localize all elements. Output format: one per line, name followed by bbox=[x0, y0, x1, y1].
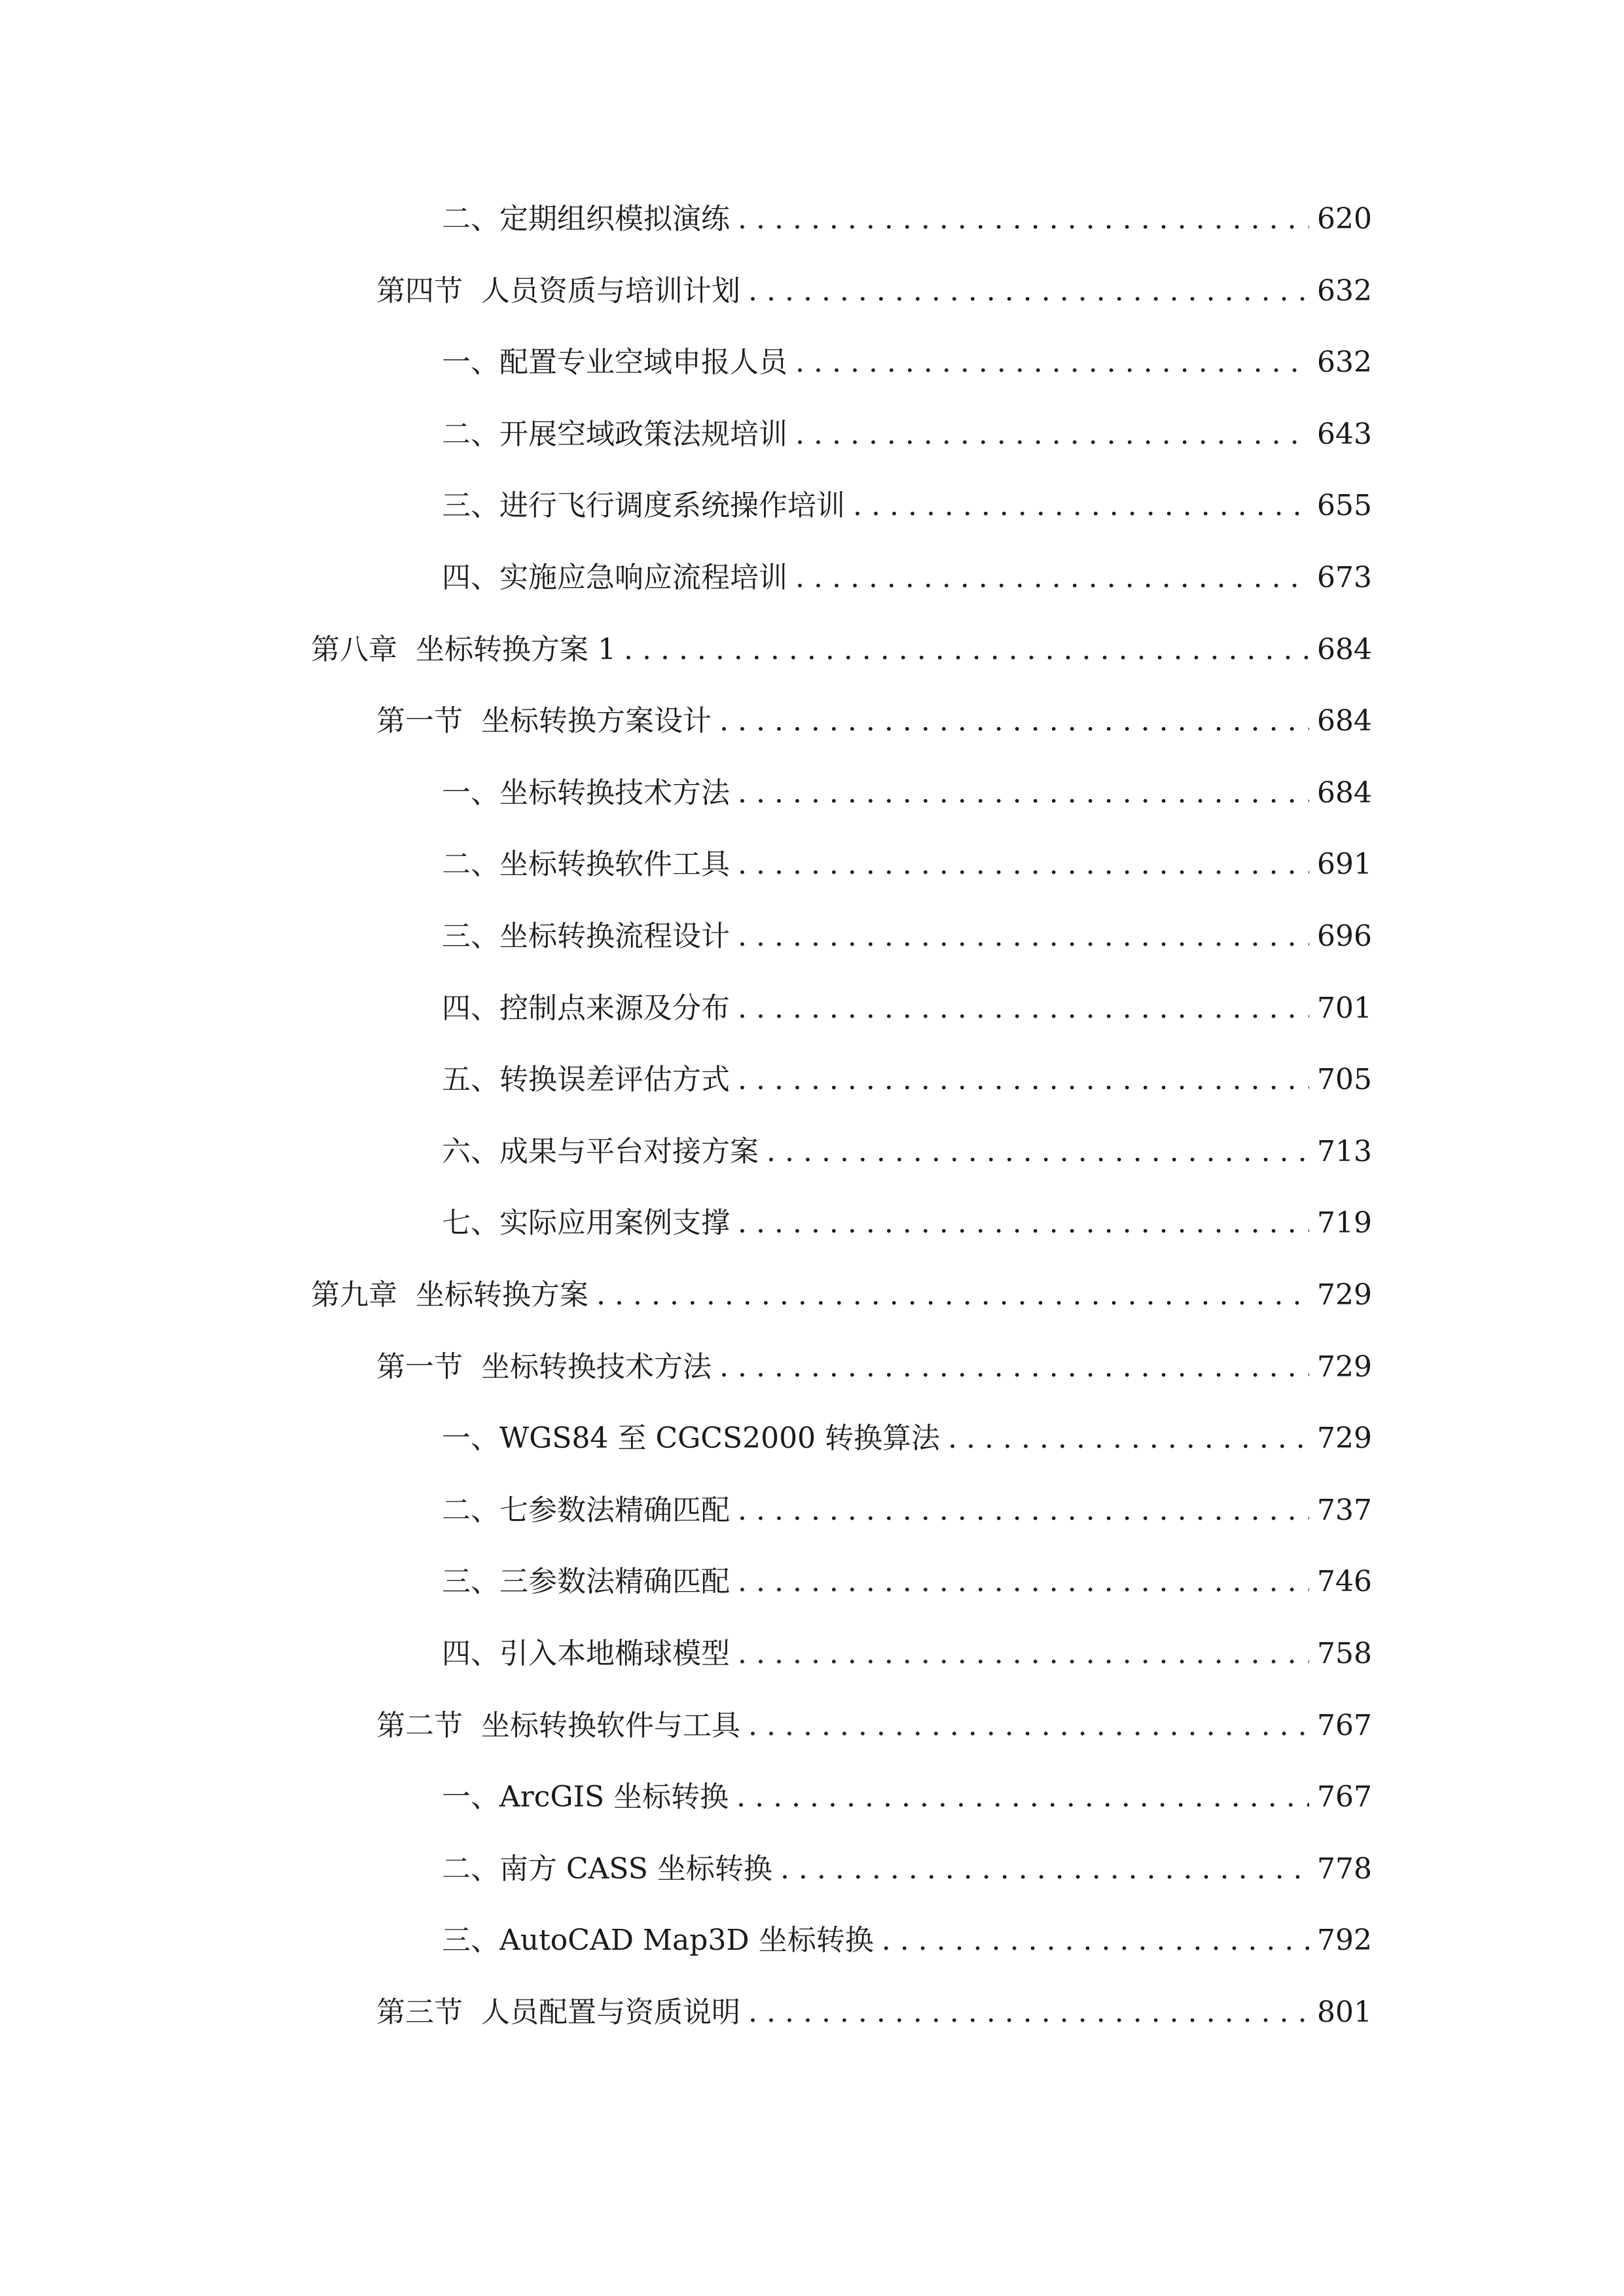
toc-entry-title: 坐标转换方案 bbox=[416, 1278, 588, 1312]
toc-entry-title: 实际应用案例支撑 bbox=[499, 1206, 730, 1240]
toc-entry-title: 坐标转换方案 1 bbox=[416, 633, 616, 666]
toc-dot-leader bbox=[738, 910, 1309, 963]
toc-entry-marker: 二、 bbox=[442, 1852, 499, 1886]
toc-entry-title: 定期组织模拟演练 bbox=[499, 202, 730, 236]
toc-entry[interactable] bbox=[442, 1412, 1372, 1465]
toc-entry-page-number: 696 bbox=[1317, 920, 1372, 953]
toc-dot-leader bbox=[780, 1843, 1309, 1895]
toc-entry-marker: 一、 bbox=[442, 1780, 499, 1814]
toc-entry-title: 成果与平台对接方案 bbox=[499, 1135, 759, 1168]
toc-dot-leader bbox=[719, 695, 1309, 747]
toc-dot-leader bbox=[738, 1054, 1309, 1106]
toc-entry-title: 南方 CASS 坐标转换 bbox=[499, 1852, 772, 1886]
toc-entry-page-number: 719 bbox=[1317, 1206, 1372, 1240]
toc-entry-title: 坐标转换软件工具 bbox=[499, 848, 730, 881]
toc-entry[interactable] bbox=[442, 1197, 1372, 1249]
toc-entry[interactable] bbox=[442, 838, 1372, 891]
toc-entry-title: AutoCAD Map3D 坐标转换 bbox=[499, 1924, 874, 1957]
toc-entry-page-number: 713 bbox=[1317, 1135, 1372, 1168]
toc-dot-leader bbox=[738, 193, 1309, 245]
toc-dot-leader bbox=[738, 982, 1309, 1035]
toc-entry-page-number: 673 bbox=[1317, 561, 1372, 594]
toc-entry-page-number: 701 bbox=[1317, 992, 1372, 1025]
toc-entry[interactable] bbox=[442, 408, 1372, 461]
toc-dot-leader bbox=[738, 1556, 1309, 1608]
toc-entry-page-number: 655 bbox=[1317, 489, 1372, 522]
toc-entry[interactable] bbox=[442, 1054, 1372, 1106]
toc-entry-page-number: 801 bbox=[1317, 1996, 1372, 2029]
toc-entry[interactable] bbox=[376, 695, 1372, 747]
toc-entry[interactable] bbox=[442, 1914, 1372, 1967]
toc-entry-page-number: 632 bbox=[1317, 346, 1372, 379]
toc-entry-page-number: 767 bbox=[1317, 1780, 1372, 1814]
toc-dot-leader bbox=[948, 1412, 1309, 1465]
toc-entry[interactable] bbox=[376, 1700, 1372, 1752]
toc-entry-page-number: 737 bbox=[1317, 1494, 1372, 1527]
toc-entry-page-number: 792 bbox=[1317, 1924, 1372, 1957]
toc-entry-title: 实施应急响应流程培训 bbox=[499, 561, 787, 594]
toc-entry-page-number: 691 bbox=[1317, 848, 1372, 881]
toc-entry-marker: 二、 bbox=[442, 202, 499, 236]
toc-entry-title: 三参数法精确匹配 bbox=[499, 1565, 730, 1598]
toc-dot-leader bbox=[738, 767, 1309, 819]
toc-entry-marker: 二、 bbox=[442, 1494, 499, 1527]
toc-entry[interactable] bbox=[311, 1269, 1372, 1321]
toc-entry-title: 引入本地椭球模型 bbox=[499, 1637, 730, 1670]
toc-entry-marker: 三、 bbox=[442, 1565, 499, 1598]
toc-entry-page-number: 746 bbox=[1317, 1565, 1372, 1598]
toc-entry[interactable] bbox=[442, 767, 1372, 819]
toc-entry-page-number: 729 bbox=[1317, 1278, 1372, 1312]
toc-dot-leader bbox=[719, 1341, 1309, 1393]
toc-dot-leader bbox=[738, 1197, 1309, 1249]
toc-dot-leader bbox=[748, 265, 1309, 317]
toc-entry-title: 转换误差评估方式 bbox=[499, 1063, 730, 1096]
toc-dot-leader bbox=[853, 480, 1309, 532]
toc-entry-page-number: 684 bbox=[1317, 776, 1372, 810]
toc-entry-title: 人员资质与培训计划 bbox=[481, 274, 740, 308]
toc-entry-title: 配置专业空域申报人员 bbox=[499, 346, 787, 379]
toc-entry-marker: 二、 bbox=[442, 418, 499, 451]
toc-entry[interactable] bbox=[376, 265, 1372, 317]
toc-entry-marker: 四、 bbox=[442, 561, 499, 594]
toc-entry-title: 开展空域政策法规培训 bbox=[499, 418, 787, 451]
toc-entry-title: 坐标转换技术方法 bbox=[481, 1350, 712, 1384]
toc-entry-marker: 四、 bbox=[442, 1637, 499, 1670]
toc-entry[interactable] bbox=[442, 1628, 1372, 1680]
toc-entry[interactable] bbox=[442, 1556, 1372, 1608]
toc-dot-leader bbox=[767, 1126, 1309, 1178]
toc-dot-leader bbox=[736, 1771, 1309, 1823]
toc-entry-page-number: 778 bbox=[1317, 1852, 1372, 1886]
toc-entry-page-number: 767 bbox=[1317, 1709, 1372, 1742]
toc-entry-title: ArcGIS 坐标转换 bbox=[499, 1780, 729, 1814]
toc-entry-marker: 第一节 bbox=[376, 1350, 463, 1384]
toc-entry-page-number: 729 bbox=[1317, 1350, 1372, 1384]
toc-dot-leader bbox=[738, 838, 1309, 891]
toc-entry[interactable] bbox=[442, 910, 1372, 963]
toc-entry-marker: 第八章 bbox=[311, 633, 397, 666]
toc-entry-page-number: 643 bbox=[1317, 418, 1372, 451]
toc-entry-marker: 第三节 bbox=[376, 1996, 463, 2029]
toc-entry[interactable] bbox=[442, 336, 1372, 389]
toc-entry-marker: 第二节 bbox=[376, 1709, 463, 1742]
toc-entry[interactable] bbox=[442, 552, 1372, 604]
toc-dot-leader bbox=[882, 1914, 1309, 1967]
toc-entry[interactable] bbox=[442, 1771, 1372, 1823]
toc-entry-marker: 三、 bbox=[442, 489, 499, 522]
toc-entry-marker: 第九章 bbox=[311, 1278, 397, 1312]
toc-dot-leader bbox=[596, 1269, 1309, 1321]
toc-entry-title: 进行飞行调度系统操作培训 bbox=[499, 489, 845, 522]
toc-entry[interactable] bbox=[376, 1986, 1372, 2039]
toc-entry[interactable] bbox=[442, 1843, 1372, 1895]
toc-entry-page-number: 758 bbox=[1317, 1637, 1372, 1670]
toc-entry[interactable] bbox=[442, 193, 1372, 245]
toc-entry-marker: 一、 bbox=[442, 776, 499, 810]
toc-dot-leader bbox=[748, 1986, 1309, 2039]
toc-dot-leader bbox=[738, 1484, 1309, 1537]
toc-entry-marker: 二、 bbox=[442, 848, 499, 881]
toc-dot-leader bbox=[795, 552, 1309, 604]
toc-entry-title: 人员配置与资质说明 bbox=[481, 1996, 740, 2029]
toc-dot-leader bbox=[748, 1700, 1309, 1752]
toc-entry-marker: 四、 bbox=[442, 992, 499, 1025]
toc-entry-page-number: 684 bbox=[1317, 704, 1372, 738]
toc-dot-leader bbox=[624, 624, 1309, 676]
toc-entry-marker: 三、 bbox=[442, 920, 499, 953]
toc-entry-title: 坐标转换流程设计 bbox=[499, 920, 730, 953]
toc-entry[interactable] bbox=[376, 1341, 1372, 1393]
toc-entry-title: 坐标转换方案设计 bbox=[481, 704, 712, 738]
toc-entry-marker: 五、 bbox=[442, 1063, 499, 1096]
toc-entry-page-number: 632 bbox=[1317, 274, 1372, 308]
toc-entry-title: 坐标转换软件与工具 bbox=[481, 1709, 740, 1742]
toc-entry-marker: 一、 bbox=[442, 346, 499, 379]
toc-entry[interactable] bbox=[442, 1484, 1372, 1537]
toc-entry-marker: 第一节 bbox=[376, 704, 463, 738]
toc-entry[interactable] bbox=[442, 982, 1372, 1035]
toc-entry-page-number: 729 bbox=[1317, 1422, 1372, 1455]
toc-entry-title: 坐标转换技术方法 bbox=[499, 776, 730, 810]
toc-dot-leader bbox=[795, 408, 1309, 461]
toc-entry-marker: 七、 bbox=[442, 1206, 499, 1240]
toc-entry-marker: 三、 bbox=[442, 1924, 499, 1957]
toc-dot-leader bbox=[795, 336, 1309, 389]
toc-entry-marker: 一、 bbox=[442, 1422, 499, 1455]
toc-entry-page-number: 705 bbox=[1317, 1063, 1372, 1096]
toc-entry-marker: 第四节 bbox=[376, 274, 463, 308]
toc-entry[interactable] bbox=[311, 624, 1372, 676]
toc-entry-marker: 六、 bbox=[442, 1135, 499, 1168]
toc-entry-title: 控制点来源及分布 bbox=[499, 992, 730, 1025]
toc-entry[interactable] bbox=[442, 1126, 1372, 1178]
toc-dot-leader bbox=[738, 1628, 1309, 1680]
toc-entry-title: WGS84 至 CGCS2000 转换算法 bbox=[499, 1422, 941, 1455]
toc-entry-page-number: 620 bbox=[1317, 202, 1372, 236]
toc-entry[interactable] bbox=[442, 480, 1372, 532]
toc-entry-page-number: 684 bbox=[1317, 633, 1372, 666]
toc-entry-title: 七参数法精确匹配 bbox=[499, 1494, 730, 1527]
